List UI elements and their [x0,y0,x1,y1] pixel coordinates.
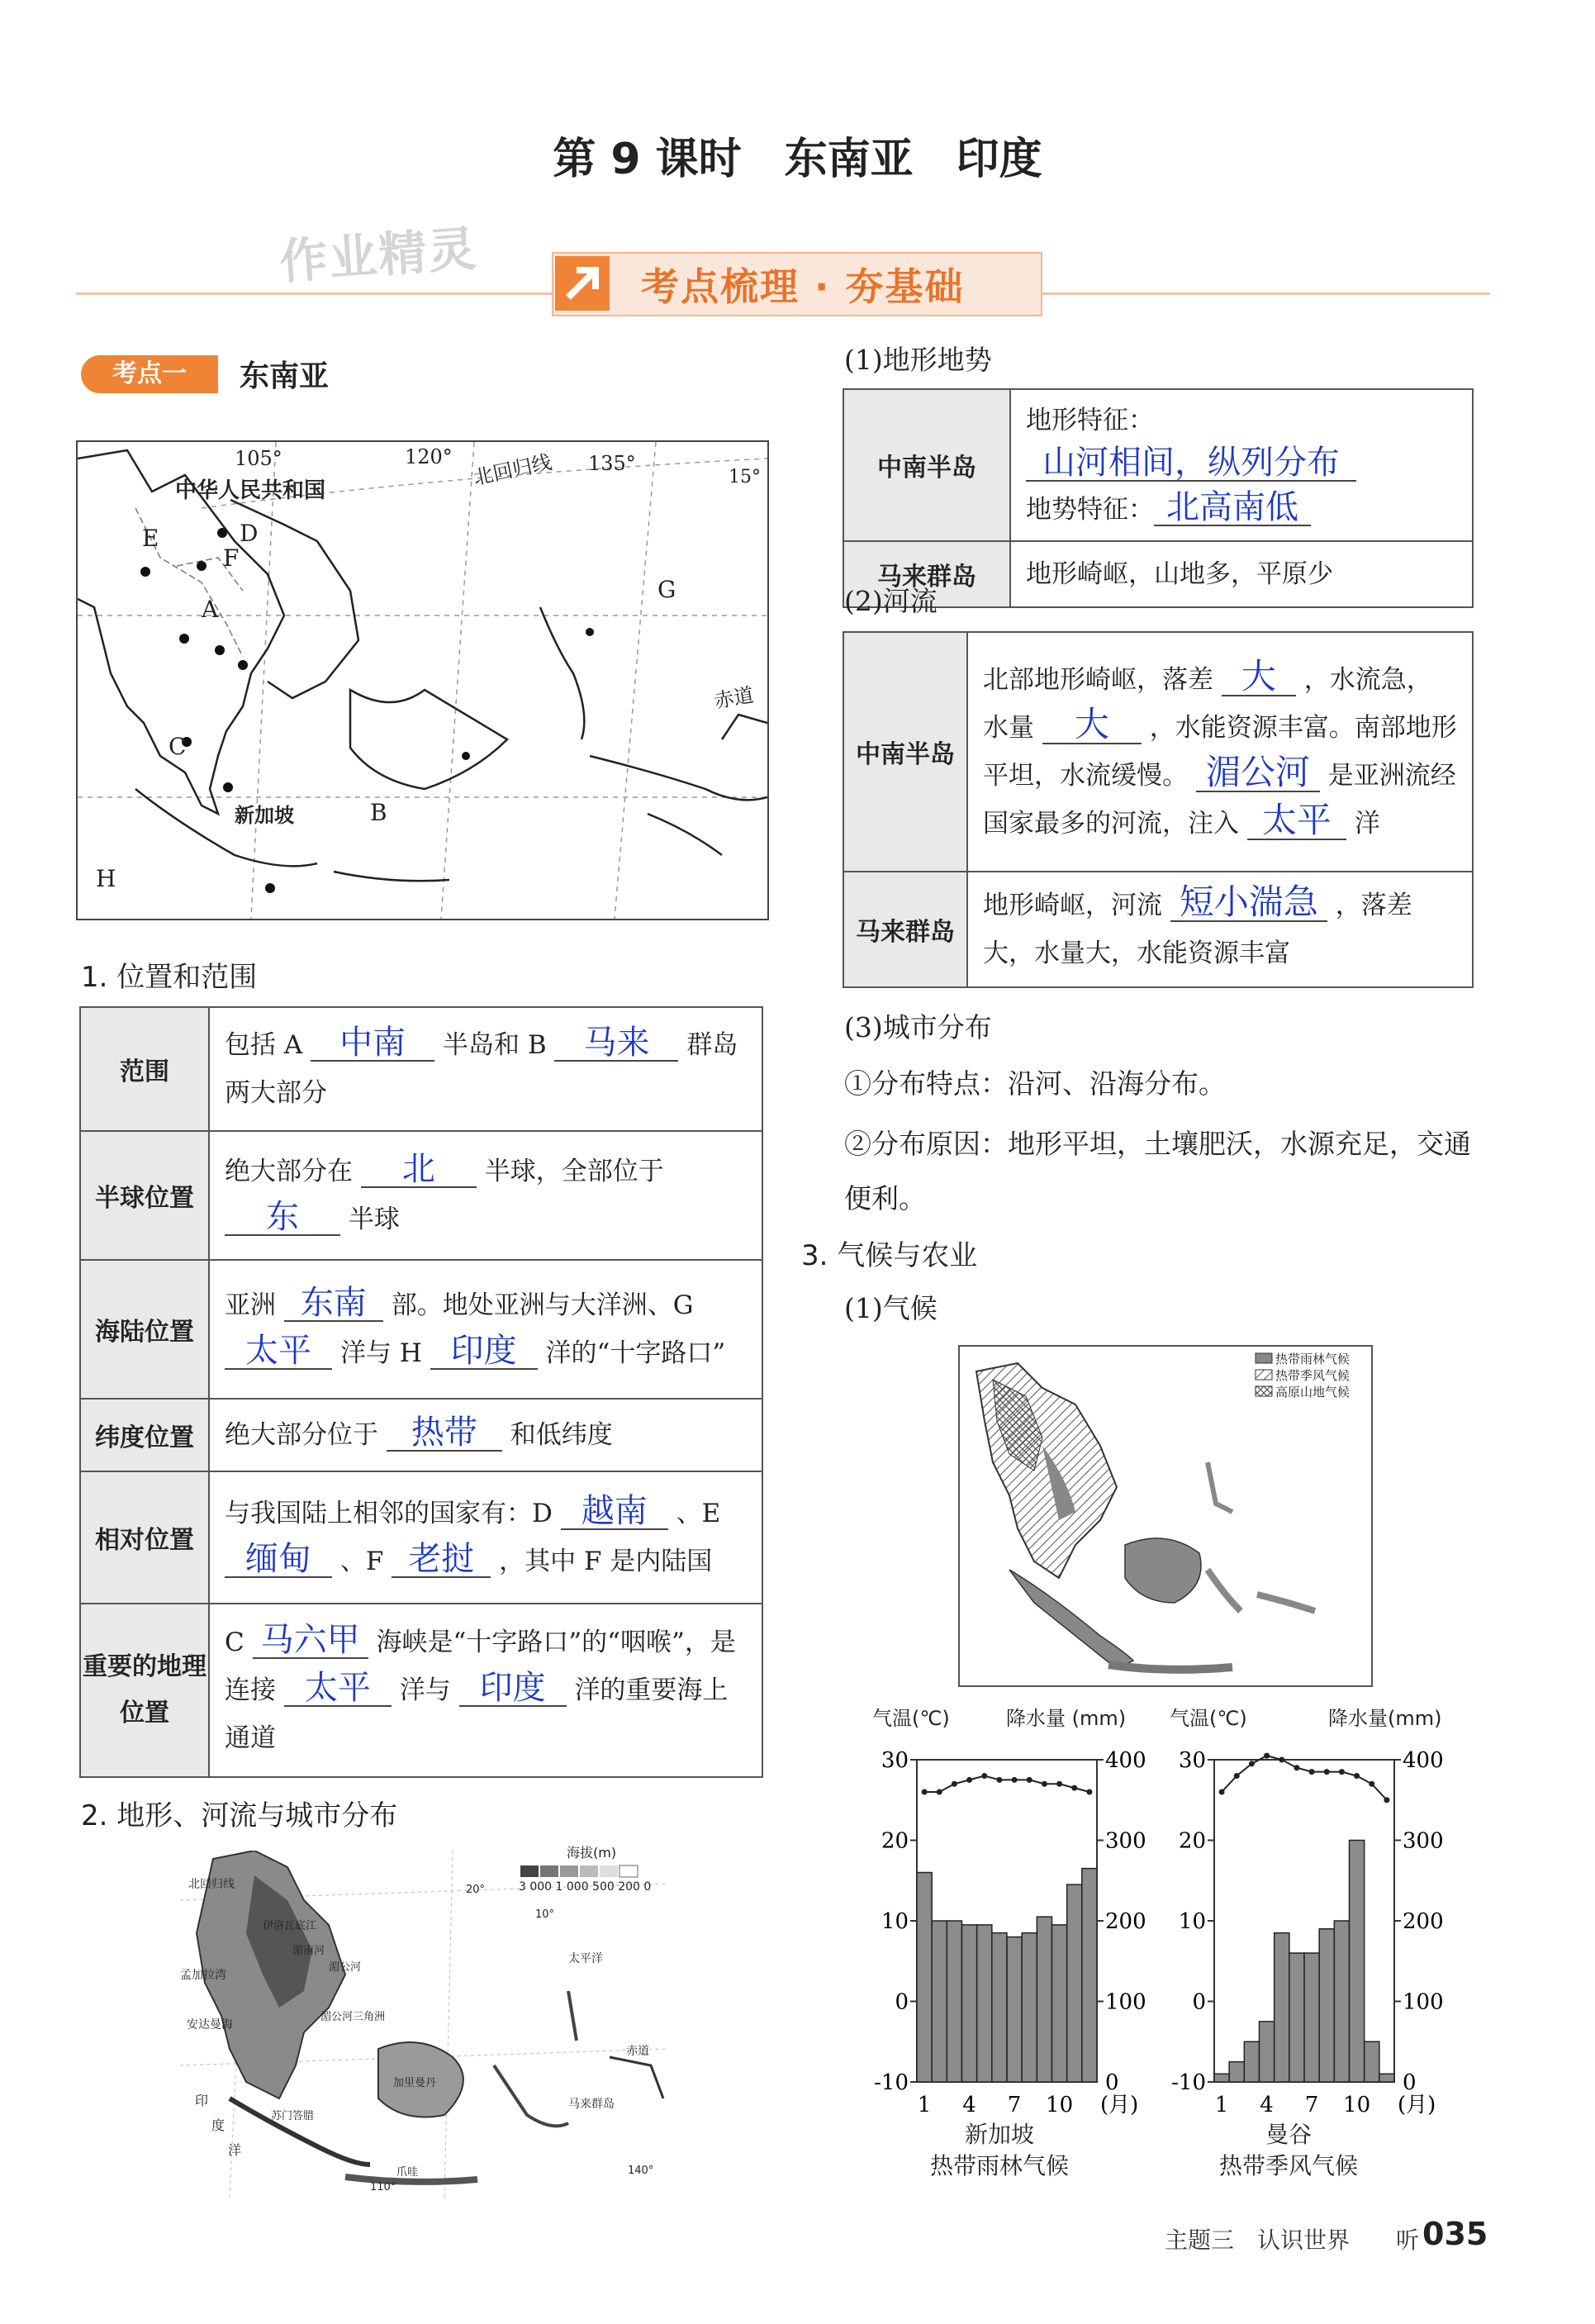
map2-label: 洋 [228,2142,242,2158]
row-content-important: C 马六甲 海峡是“十字路口”的“咽喉”，是连接 太平 洋与 印度 洋的重要海上通道 [209,1604,762,1777]
chart-subtitle: 热带雨林气候 [929,2152,1069,2179]
river-label-indochina: 中南半岛 [843,632,967,872]
precip-bar [1082,1869,1097,2082]
row-content-relative: 与我国陆上相邻的国家有：D 越南 、E 缅甸 、F 老挝 ，其中 F 是内陆国 [209,1471,762,1604]
temp-tick-label: -10 [874,2070,909,2095]
climate-legend-item: 高原山地气候 [1275,1385,1351,1400]
precip-bar [1022,1933,1037,2082]
map-label-D: D [240,520,259,547]
month-unit-label: (月) [1398,2093,1436,2117]
precip-bar [1350,1841,1365,2083]
row-content-hemisphere: 绝大部分在 北 半球，全部位于 东 半球 [209,1131,762,1260]
precip-bar [1007,1937,1022,2083]
month-tick-label: 7 [1007,2093,1022,2117]
temp-tick-label: 20 [881,1828,909,1854]
row-label-latitude: 纬度位置 [80,1399,209,1471]
row-label-range: 范围 [80,1007,209,1131]
answer-blank: 湄公河 [1196,754,1320,792]
precip-tick-label: 200 [1403,1909,1444,1934]
temperature-point [1324,1769,1330,1775]
temperature-point [981,1773,987,1779]
precip-bar [962,1925,977,2082]
chart-subtitle: 热带季风气候 [1218,2152,1358,2179]
answer-blank: 短小湍急 [1170,884,1327,922]
map2-label: 湄公河 [329,1961,362,1974]
row-label-important: 重要的地理位置 [80,1604,209,1777]
answer-blank: 太平 [1247,802,1346,840]
map-label-lon135: 135° [588,452,636,475]
banner-title: 考点梳理 · 夯基础 [641,264,965,309]
answer-blank: 老挝 [392,1542,491,1578]
precip-bar [917,1873,932,2083]
temp-tick-label: 0 [895,1989,909,2015]
month-tick-label: 1 [1214,2093,1229,2117]
map-label-A: A [202,596,219,623]
answer-blank: 缅甸 [225,1542,332,1578]
precip-zero-label: 0 [1105,2070,1119,2095]
temperature-point [1071,1785,1077,1791]
precip-bar [1379,2074,1394,2082]
climate-chart-bangkok [1165,1694,1462,2189]
chart-ylabel-right: 降水量 (mm) [1006,1707,1127,1730]
terrain-map [180,1845,667,2198]
precip-tick-label: 300 [1403,1828,1444,1854]
map2-label: 湄公河三角洲 [320,2011,386,2023]
precip-tick-label: 200 [1105,1909,1146,1934]
chart-title: 曼谷 [1265,2121,1312,2148]
location-table [79,1006,763,1778]
terrain-content-indochina: 地形特征：山河相间，纵列分布 地势特征： 北高南低 [1010,389,1473,541]
answer-blank: 越南 [561,1494,668,1530]
answer-blank: 马来 [554,1025,678,1062]
map-label-B: B [370,799,387,826]
legend-title: 海拔(m) [567,1845,617,1861]
precip-bar [1365,2041,1379,2082]
temperature-point [1056,1781,1062,1787]
map2-label: 加里曼丹 [393,2077,437,2089]
answer-blank: 大 [1042,706,1142,744]
terrain-content-malay: 地形崎岖，山地多，平原少 [1010,541,1473,607]
precip-bar [932,1921,947,2082]
footer-section: 主题三 认识世界 [1165,2227,1351,2254]
map2-label: 印 [195,2093,209,2108]
temperature-point [1086,1789,1092,1795]
precip-bar [1275,1933,1289,2082]
map-label-H: H [96,865,116,892]
map-label-equator: 赤道 [712,683,756,713]
map2-label: 太平洋 [568,1952,603,1965]
terrain-heading: (1)地形地势 [844,344,992,376]
temperature-point [1384,1797,1389,1803]
temp-tick-label: 20 [1178,1828,1206,1854]
month-unit-label: (月) [1100,2093,1139,2117]
precip-bar [1260,2022,1275,2082]
temperature-point [996,1777,1002,1783]
precip-bar [1334,1921,1349,2082]
precip-tick-label: 400 [1105,1748,1146,1773]
answer-blank: 热带 [387,1415,502,1452]
temperature-point [1249,1761,1255,1766]
temperature-point [966,1777,972,1783]
map-label-lon120: 120° [405,445,453,468]
temperature-point [937,1789,942,1795]
city-feature: ①分布特点：沿河、沿海分布。 [844,1067,1226,1100]
map2-label: 140° [628,2165,654,2177]
precip-bar [1037,1917,1051,2082]
map2-label: 度 [211,2117,225,2133]
month-tick-label: 4 [962,2093,976,2117]
precip-tick-label: 400 [1403,1748,1444,1773]
map2-label: 爪哇 [396,2166,419,2179]
climate-map [958,1345,1373,1687]
temperature-point [1012,1777,1018,1783]
precip-bar [1319,1929,1334,2082]
map-label-G: G [657,576,676,603]
map2-label: 湄南河 [292,1945,325,1957]
precip-bar [1214,2074,1229,2082]
precip-bar [1052,1925,1067,2082]
temp-tick-label: 30 [881,1748,909,1773]
temp-tick-label: 30 [1178,1748,1206,1773]
page-number: 035 [1422,2216,1488,2252]
page-title: 第 9 课时 东南亚 印度 [553,135,1042,184]
temperature-point [1279,1757,1284,1763]
precip-bar [947,1921,961,2082]
chart-ylabel-left: 气温(℃) [1170,1707,1247,1730]
row-label-sea-land: 海陆位置 [80,1260,209,1399]
precip-bar [1304,1953,1319,2082]
terrain-label-indochina: 中南半岛 [843,389,1010,541]
answer-blank: 北高南低 [1154,490,1311,526]
map-label-china: 中华人民共和国 [175,478,326,503]
map2-label: 安达曼海 [187,2018,233,2032]
precip-tick-label: 100 [1403,1989,1444,2015]
city-reason: ②分布原因：地形平坦，土壤肥沃，水源充足，交通便利。 [844,1128,1471,1214]
precip-bar [1244,2041,1259,2082]
temperature-point [1369,1781,1374,1787]
arrow-icon [555,256,610,311]
row-content-sea-land: 亚洲 东南 部。地处亚洲与大洋洲、G 太平 洋与 H 印度 洋的“十字路口” [209,1260,762,1399]
southeast-asia-map [76,440,769,920]
q2-heading: 2. 地形、河流与城市分布 [81,1799,398,1832]
answer-blank: 印度 [459,1671,567,1707]
map2-label: 孟加拉湾 [180,1969,226,1982]
river-table [843,631,1474,988]
precip-bar [992,1933,1007,2082]
chart-svg [1165,1694,1462,2189]
river-label-malay: 马来群岛 [843,872,967,987]
temperature-point [1234,1773,1240,1779]
footer-listen: 听 [1396,2227,1420,2254]
chart-svg [859,1694,1156,2189]
precip-zero-label: 0 [1403,2070,1417,2095]
map-label-F: F [223,544,240,572]
map2-label: 110° [370,2181,396,2193]
map-label-E: E [142,525,159,552]
map-label-tropic: 北回归线 [471,450,554,490]
temperature-point [1042,1781,1047,1787]
map2-label: 10° [535,1908,555,1921]
climate-legend-item: 热带雨林气候 [1275,1352,1351,1366]
watermark: 作业精灵 [278,220,480,291]
map-label-singapore: 新加坡 [235,804,294,827]
precip-bar [1067,1884,1082,2082]
map-label-lat15: 15° [729,467,761,487]
map-label-C: C [169,733,187,760]
terrain-table [843,388,1474,608]
temp-tick-label: 10 [1178,1909,1206,1934]
precip-tick-label: 300 [1105,1828,1146,1854]
answer-blank: 马六甲 [253,1623,368,1659]
map2-label: 苏门答腊 [271,2110,315,2122]
row-content-latitude: 绝大部分位于 热带 和低纬度 [209,1399,762,1471]
temperature-point [922,1789,928,1795]
temperature-point [1354,1773,1360,1779]
row-content-range: 包括 A 中南 半岛和 B 马来 群岛两大部分 [209,1007,762,1131]
answer-blank: 太平 [225,1333,332,1370]
map-label-lon105: 105° [235,447,282,470]
temperature-point [1339,1769,1345,1775]
city-heading: (3)城市分布 [844,1011,992,1043]
answer-blank: 山河相间，纵列分布 [1026,445,1356,482]
section-title: 东南亚 [240,359,330,393]
temp-tick-label: 0 [1192,1989,1206,2015]
month-tick-label: 1 [917,2093,932,2117]
chart-title: 新加坡 [964,2121,1034,2148]
river-content-malay: 地形崎岖，河流 短小湍急 ，落差大，水量大，水能资源丰富 [967,872,1473,987]
map2-label: 北回归线 [188,1878,235,1891]
climate-chart-singapore [859,1694,1156,2189]
river-content-indochina: 北部地形崎岖，落差 大 ，水流急，水量 大 ，水能资源丰富。南部地形平坦，水流缓慢。 湄公河 是亚洲流经国家最多的河流，注入 太平 洋 [967,632,1473,872]
temperature-line [924,1776,1089,1793]
precip-bar [977,1925,992,2082]
temp-tick-label: -10 [1171,2070,1206,2095]
answer-blank: 东南 [284,1286,383,1322]
answer-blank: 印度 [430,1333,538,1370]
temperature-point [1309,1769,1315,1775]
precip-bar [1229,2062,1244,2082]
climate-heading: (1)气候 [844,1292,938,1324]
temp-tick-label: 10 [881,1909,909,1934]
section-badge: 考点一 [81,355,218,393]
temperature-point [1264,1753,1270,1759]
river-heading: (2)河流 [844,585,938,617]
answer-blank: 中南 [311,1025,434,1062]
temperature-line [1222,1756,1387,1800]
precip-bar [1289,1953,1304,2082]
climate-legend-item: 热带季风气候 [1275,1368,1351,1383]
row-label-hemisphere: 半球位置 [80,1131,209,1260]
chart-ylabel-right: 降水量(mm) [1328,1707,1442,1730]
temperature-point [1027,1777,1032,1783]
map2-label: 20° [466,1884,486,1896]
terrain-label-malay: 马来群岛 [843,541,1010,607]
month-tick-label: 10 [1046,2093,1074,2117]
answer-blank: 东 [225,1200,340,1236]
month-tick-label: 4 [1260,2093,1274,2117]
q3-heading: 3. 气候与农业 [801,1239,978,1272]
temperature-point [1294,1765,1299,1770]
legend-values: 3 000 1 000 500 200 0 [519,1880,652,1894]
temperature-point [1219,1789,1225,1795]
month-tick-label: 7 [1304,2093,1319,2117]
answer-blank: 太平 [284,1671,392,1707]
row-label-relative: 相对位置 [80,1471,209,1604]
chart-ylabel-left: 气温(℃) [872,1707,950,1730]
answer-blank: 北 [361,1152,477,1188]
map2-label: 马来群岛 [568,2098,615,2111]
q1-heading: 1. 位置和范围 [81,961,258,994]
answer-blank: 大 [1222,658,1296,696]
map2-label: 赤道 [626,2045,649,2058]
map2-label: 伊洛瓦底江 [263,1920,317,1932]
month-tick-label: 10 [1343,2093,1371,2117]
temperature-point [952,1781,957,1787]
precip-tick-label: 100 [1105,1989,1146,2015]
